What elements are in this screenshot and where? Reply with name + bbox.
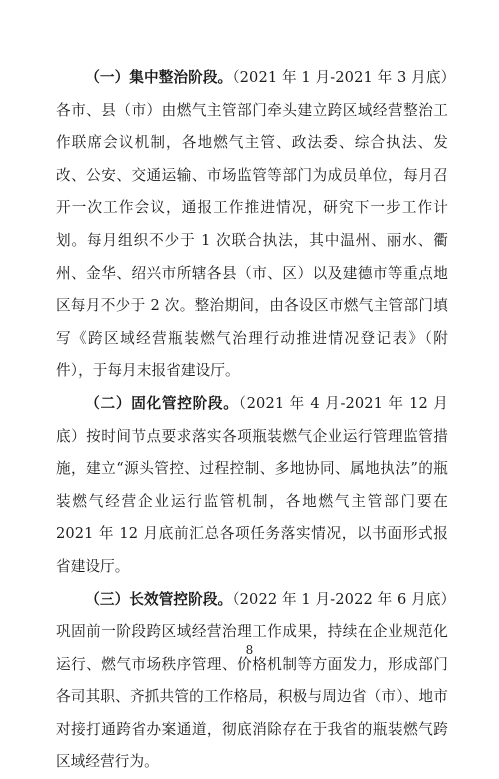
page-number: 8: [0, 643, 499, 657]
section-heading-3: （三）长效管控阶段。: [85, 591, 232, 608]
section-heading-2: （二）固化管控阶段。: [85, 395, 238, 412]
document-body: [56, 62, 448, 779]
section-paragraph-1: [56, 62, 448, 388]
section-heading-1: （一）集中整治阶段。: [85, 69, 232, 86]
section-paragraph-2: [56, 388, 448, 584]
section-text-2: （2021 年 4 月-2021 年 12 月底）按时间节点要求落实各项瓶装燃气企业运行管理监管措施，建立“源头管控、过程控制、多地协同、属地执法”的瓶装燃气经营企业运行监管机制，各地燃气主管部门要在 2021 年 12 月底前汇总各项任务落实情况，以书面形式报省建设厅。: [56, 395, 448, 575]
section-paragraph-3: [56, 584, 448, 779]
section-text-1: （2021 年 1 月-2021 年 3 月底）各市、县（市）由燃气主管部门牵头建立跨区域经营整治工作联席会议机制，各地燃气主管、政法委、综合执法、发改、公安、交通运输、市场监管等部门为成员单位，每月召开一次工作会议，通报工作推进情况，研究下一步工作计划。每月组织不少于 1 次联合执法，其中温州、丽水、衢州、金华、绍兴市所辖各县（市、区）以及建德市等重点地区每月不少于 2 次。整治期间，由各设区市燃气主管部门填写《跨区域经营瓶装燃气治理行动推进情况登记表》（附件），于每月末报省建设厅。: [56, 69, 448, 379]
section-text-3: （2022 年 1 月-2022 年 6 月底）巩固前一阶段跨区域经营治理工作成果，持续在企业规范化运行、燃气市场秩序管理、价格机制等方面发力，形成部门各司其职、齐抓共管的工作格局，积极与周边省（市）、地市对接打通跨省办案通道，彻底消除存在于我省的瓶装燃气跨区域经营行为。: [56, 591, 448, 771]
